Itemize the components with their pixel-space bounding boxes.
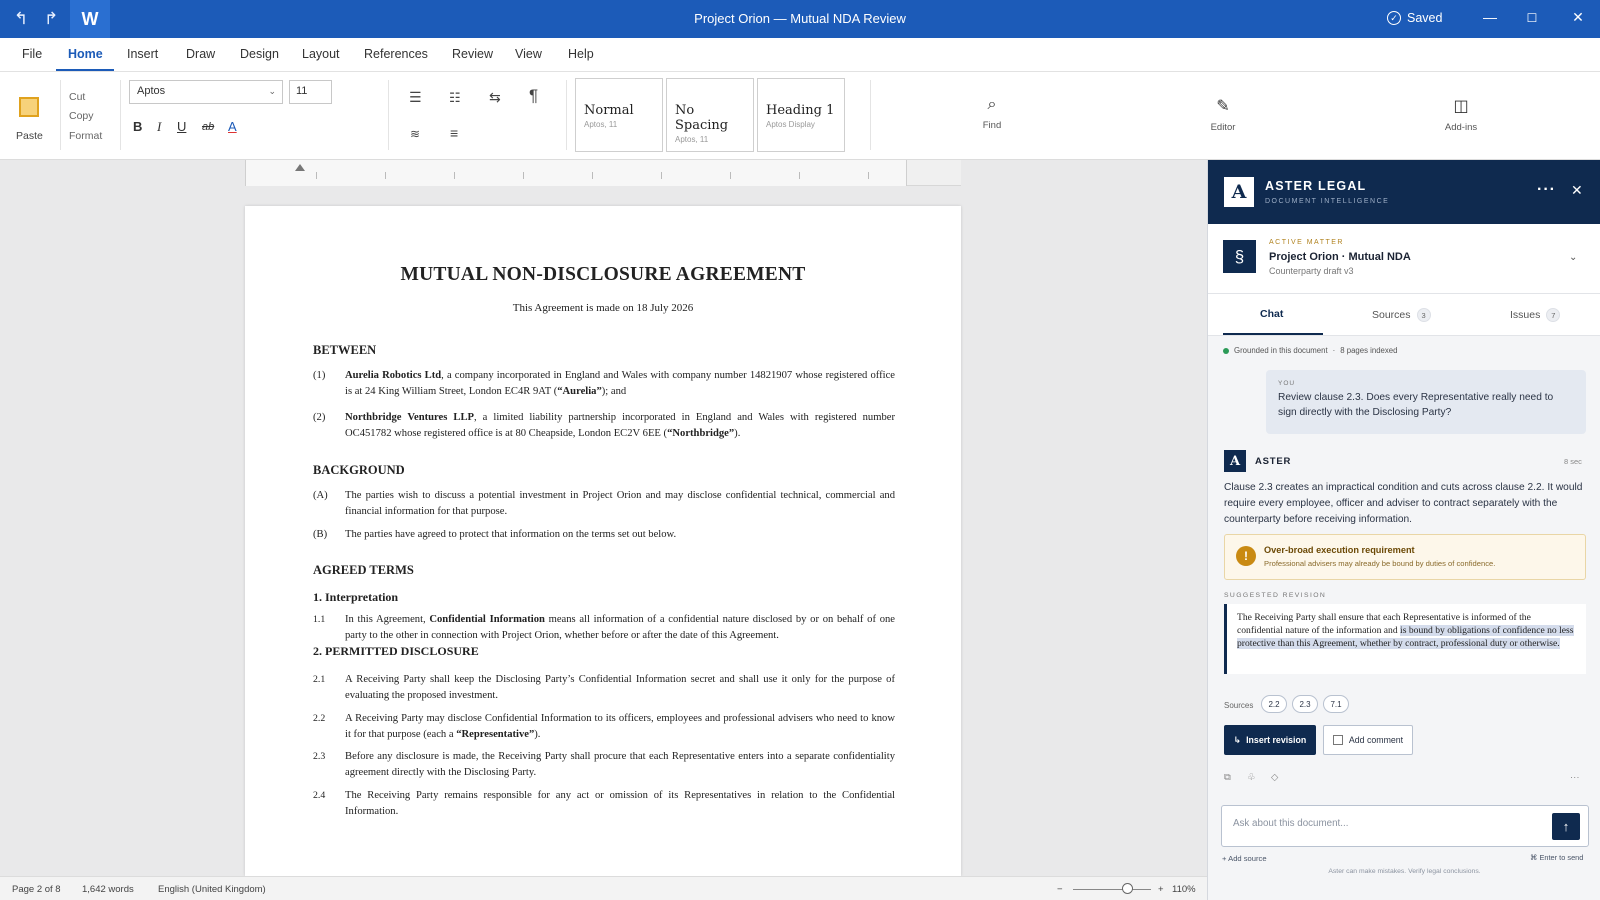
grounded-text: Grounded in this document: [1234, 346, 1328, 355]
align-icon[interactable]: ≡: [450, 125, 459, 141]
issue-card[interactable]: [1224, 534, 1586, 580]
defined-term: “Representative”: [456, 729, 535, 740]
menu-review[interactable]: Review: [452, 47, 493, 61]
ruler-tick: [799, 172, 800, 179]
clause-number: (2): [313, 412, 326, 423]
ribbon-divider: [870, 80, 871, 150]
panel-tabs: [1208, 294, 1600, 336]
ruler-margin-area: [245, 160, 907, 186]
panel-header: [1208, 160, 1600, 224]
party-text: , a limited liability partnership incorporated in England and Wales with registered number OC451782 whose registered office is at 80 Cheapside, London EC2V 6EE (: [345, 412, 895, 439]
menu-draw[interactable]: Draw: [186, 47, 216, 61]
style-name: Normal: [584, 103, 634, 118]
font-family-value: Aptos: [137, 85, 166, 97]
zoom-level[interactable]: 110%: [1172, 884, 1196, 895]
clause-pre: In this Agreement,: [345, 614, 430, 625]
enter-to-send-hint: ⌘ Enter to send: [1530, 853, 1584, 862]
clause-number: (B): [313, 529, 328, 540]
find-button[interactable]: [980, 96, 1004, 131]
clause-number: 2.4: [313, 790, 326, 801]
paragraph-marks-icon[interactable]: ¶: [529, 86, 539, 105]
menu-help[interactable]: Help: [568, 47, 594, 61]
addins-button[interactable]: [1441, 96, 1481, 133]
addins-icon: ◫: [1453, 98, 1469, 115]
issue-description: Professional advisers may already be bound by duties of confidence.: [1264, 559, 1496, 568]
font-family-select[interactable]: [129, 80, 283, 104]
bullets-icon[interactable]: ☰: [409, 89, 422, 105]
clause-text: Before any disclosure is made, the Receiving Party shall procure that each Representative enters into a separate confidentiality agreement directly with the Disclosing Party.: [345, 751, 895, 778]
language-indicator[interactable]: English (United Kingdom): [158, 884, 266, 895]
ruler-tick: [868, 172, 869, 179]
user-label: YOU: [1278, 380, 1296, 387]
ruler-tick: [385, 172, 386, 179]
add-comment-label: Add comment: [1348, 735, 1404, 745]
flag-icon[interactable]: ◇: [1271, 772, 1279, 783]
numbering-icon[interactable]: ☷: [449, 90, 461, 105]
tab-chat[interactable]: [1260, 308, 1283, 320]
brand-name: ASTER LEGAL: [1265, 179, 1367, 193]
style-sub: Aptos, 11: [675, 135, 709, 144]
party-end: ); and: [601, 386, 627, 397]
ruler-tick: [316, 172, 317, 179]
status-bar: [0, 876, 1210, 900]
comment-icon: [1333, 735, 1343, 745]
format-painter-button[interactable]: Format: [69, 130, 103, 142]
active-tab-indicator: [1223, 333, 1323, 335]
matter-subtitle: Counterparty draft v3: [1269, 266, 1354, 276]
add-comment-button[interactable]: [1323, 725, 1413, 755]
clause-number: (1): [313, 370, 326, 381]
document-title: Project Orion — Mutual NDA Review: [694, 11, 906, 26]
background-b: [313, 527, 895, 543]
saved-label: Saved: [1407, 11, 1443, 25]
suggested-revision: [1224, 604, 1586, 674]
ribbon: [0, 72, 1600, 160]
party-name: Aurelia Robotics Ltd: [345, 370, 442, 381]
tab-issues[interactable]: [1510, 308, 1560, 322]
assistant-panel: [1207, 160, 1600, 900]
menu-bar: [0, 38, 1600, 72]
section-icon: §: [1223, 240, 1256, 273]
tab-count-badge: 7: [1546, 308, 1560, 322]
between-heading: BETWEEN: [313, 343, 377, 357]
bold-button[interactable]: B: [133, 119, 143, 134]
font-color-button[interactable]: A: [228, 119, 237, 134]
composer: [1221, 805, 1589, 847]
clause-text: A Receiving Party shall keep the Disclosing Party’s Confidential Information secret and shall use it only for the purpose of evaluating the proposed investment.: [345, 674, 895, 701]
ruler-tick: [592, 172, 593, 179]
word-count[interactable]: 1,642 words: [82, 884, 134, 895]
undo-icon[interactable]: ↰: [14, 9, 29, 28]
tab-label: Sources: [1372, 309, 1411, 321]
menu-home[interactable]: Home: [68, 47, 103, 61]
indent-marker[interactable]: [295, 164, 305, 171]
find-label: Find: [982, 120, 1002, 131]
style-heading-1[interactable]: [757, 78, 845, 152]
source-chip[interactable]: 7.1: [1323, 695, 1349, 713]
assistant-message-text: Clause 2.3 creates an impractical condition and cuts across clause 2.2. It would require every employee, officer and adviser to contract separately with the counterparty before receiving information.: [1224, 482, 1583, 525]
clause-text: The parties have agreed to protect that information on the terms set out below.: [345, 529, 677, 540]
page-indicator[interactable]: Page 2 of 8: [12, 884, 61, 895]
menu-references[interactable]: References: [364, 47, 428, 61]
clause-text: The Receiving Party remains responsible for any act or omission of its Representatives in relation to the Confidential Information.: [345, 790, 895, 817]
title-bar: [0, 0, 1600, 38]
clause-2-4: [313, 788, 895, 820]
issue-title: Over-broad execution requirement: [1264, 545, 1415, 555]
ribbon-divider: [120, 80, 121, 150]
feedback-icon[interactable]: ♧: [1247, 772, 1256, 783]
party-text: , a company incorporated in England and Wales with company number 14821907 whose registered office is at 24 King William Street, London EC4R 9AT (: [345, 370, 895, 397]
party-short: “Aurelia”: [557, 386, 602, 397]
clause-2-1: [313, 672, 895, 704]
ruler[interactable]: [245, 160, 961, 186]
italic-button[interactable]: I: [157, 119, 162, 134]
more-actions-icon[interactable]: ···: [1570, 772, 1580, 783]
user-message-text: Review clause 2.3. Does every Representative really need to sign directly with the Disclosing Party?: [1278, 392, 1554, 418]
ribbon-divider: [566, 80, 567, 150]
strikethrough-button[interactable]: ab: [202, 121, 215, 133]
defined-term: Confidential Information: [429, 614, 545, 625]
response-time: 8 sec: [1564, 457, 1582, 466]
background-a: [313, 488, 895, 520]
clause-pre: A Receiving Party may disclose Confidential Information to its officers, employees and professional advisers who need to know it for that purpose (each a: [345, 713, 895, 740]
check-circle-icon: ✓: [1387, 11, 1401, 25]
menu-design[interactable]: Design: [240, 47, 279, 61]
disclaimer: Aster can make mistakes. Verify legal conclusions.: [1328, 868, 1481, 875]
clause-number: (A): [313, 490, 328, 501]
clause-number: 2.1: [313, 674, 326, 685]
zoom-out-button[interactable]: −: [1057, 884, 1063, 895]
zoom-in-button[interactable]: +: [1158, 884, 1164, 895]
clause-2-2: [313, 711, 895, 743]
zoom-slider-thumb[interactable]: [1122, 883, 1133, 894]
chevron-down-icon[interactable]: ⌄: [1569, 252, 1578, 263]
clause-post: ).: [534, 729, 541, 740]
style-name: Heading 1: [766, 103, 835, 118]
zoom-slider[interactable]: [1073, 889, 1151, 890]
paste-button[interactable]: Paste: [16, 130, 43, 142]
more-options-icon[interactable]: ···: [1537, 181, 1556, 198]
menu-view[interactable]: View: [515, 47, 542, 61]
style-sub: Aptos Display: [766, 120, 815, 129]
paste-icon[interactable]: [19, 97, 39, 117]
separator: ·: [1332, 346, 1336, 355]
party-name: Northbridge Ventures LLP: [345, 412, 474, 423]
party-end: ).: [734, 428, 741, 439]
tab-label: Chat: [1260, 308, 1284, 320]
message-actions: [1224, 772, 1586, 786]
add-source-link[interactable]: + Add source: [1222, 854, 1267, 863]
chevron-down-icon: ⌄: [268, 86, 276, 96]
copy-button[interactable]: Copy: [69, 110, 94, 122]
app-logo: W: [70, 0, 110, 38]
ruler-tick: [661, 172, 662, 179]
menu-layout[interactable]: Layout: [302, 47, 340, 61]
clause-number: 2.3: [313, 751, 326, 762]
ask-input[interactable]: [1233, 818, 1533, 829]
matter-kicker: ACTIVE MATTER: [1269, 239, 1344, 246]
addins-label: Add-ins: [1444, 122, 1478, 133]
ribbon-divider: [60, 80, 61, 150]
revision-highlight: is bound by obligations of confidence no less protective than this Agreement, whether by contract, professional duty or otherwise.: [1237, 625, 1574, 650]
agreement-title: MUTUAL NON-DISCLOSURE AGREEMENT: [400, 264, 806, 285]
clause-number: 2.2: [313, 713, 326, 724]
source-chip[interactable]: 2.2: [1261, 695, 1287, 713]
style-sub: Aptos, 11: [584, 120, 618, 129]
user-message: [1266, 370, 1586, 434]
minimize-button[interactable]: —: [1483, 9, 1497, 25]
insert-revision-label: Insert revision: [1246, 735, 1307, 745]
revision-text: The Receiving Party shall ensure that each Representative is informed of the confidential nature of the information and: [1237, 612, 1531, 637]
clause-text: The parties wish to discuss a potential investment in Project Orion and may disclose confidential technical, commercial and financial information for that purpose.: [345, 490, 895, 517]
clause-1-1: [313, 612, 895, 644]
pen-icon: ✎: [1216, 98, 1230, 115]
cut-button[interactable]: Cut: [69, 91, 86, 103]
clause-number: 1.1: [313, 614, 326, 625]
matter-title: Project Orion · Mutual NDA: [1269, 251, 1411, 263]
font-size-input[interactable]: 11: [289, 80, 332, 104]
status-dot-icon: [1223, 348, 1229, 354]
indent-icon[interactable]: ⇆: [489, 89, 501, 105]
insert-revision-button[interactable]: [1224, 725, 1316, 755]
party-2-clause: [313, 410, 895, 442]
sources-label: Sources: [1224, 701, 1254, 710]
tab-label: Issues: [1510, 309, 1541, 321]
suggested-revision-label: SUGGESTED REVISION: [1224, 592, 1327, 599]
warning-icon: !: [1236, 546, 1256, 566]
redo-icon[interactable]: ↱: [44, 9, 59, 28]
saved-status: [1387, 11, 1442, 25]
search-icon: ⌕: [987, 96, 997, 113]
clause-post: means all information of a confidential nature disclosed by or on behalf of one party to the other in connection with Project Orion, whether before or after the date of this Agreement.: [345, 614, 895, 641]
assistant-name: ASTER: [1255, 456, 1292, 467]
menu-insert[interactable]: Insert: [127, 47, 159, 61]
menu-file[interactable]: File: [22, 47, 43, 61]
send-button[interactable]: ↑: [1552, 813, 1580, 840]
active-menu-indicator: [56, 69, 114, 71]
line-spacing-icon[interactable]: ≋: [410, 127, 421, 141]
clause-2-3: [313, 749, 895, 781]
brand-subtitle: DOCUMENT INTELLIGENCE: [1265, 198, 1390, 205]
grounded-status: [1223, 346, 1397, 355]
background-heading: BACKGROUND: [313, 463, 405, 477]
source-chip[interactable]: 2.3: [1292, 695, 1318, 713]
aster-avatar: A: [1224, 450, 1246, 472]
editor-label: Editor: [1210, 122, 1236, 133]
agreed-terms-heading: AGREED TERMS: [313, 563, 414, 577]
permitted-disclosure-heading: 2. PERMITTED DISCLOSURE: [313, 644, 479, 658]
aster-logo: A: [1224, 177, 1254, 207]
pages-indexed: 8 pages indexed: [1340, 346, 1398, 355]
tab-sources[interactable]: [1372, 308, 1431, 322]
copy-icon[interactable]: ⧉: [1224, 772, 1231, 783]
editor-button[interactable]: [1208, 96, 1238, 133]
close-window-button[interactable]: ✕: [1572, 9, 1584, 25]
underline-button[interactable]: U: [177, 119, 187, 134]
interpretation-heading: 1. Interpretation: [313, 590, 399, 604]
ruler-tick: [730, 172, 731, 179]
style-normal[interactable]: [575, 78, 663, 152]
tab-count-badge: 3: [1417, 308, 1431, 322]
maximize-button[interactable]: ☐: [1526, 11, 1538, 25]
agreement-date: This Agreement is made on 18 July 2026: [512, 302, 694, 314]
close-panel-icon[interactable]: ✕: [1571, 182, 1583, 198]
ruler-tick: [454, 172, 455, 179]
style-no-spacing[interactable]: [666, 78, 754, 152]
ruler-tick: [523, 172, 524, 179]
ribbon-divider: [388, 80, 389, 150]
party-1-clause: [313, 368, 895, 400]
insert-icon: ↳: [1233, 734, 1242, 745]
party-short: “Northbridge”: [667, 428, 735, 439]
active-matter-selector[interactable]: [1208, 224, 1600, 294]
style-name: No Spacing: [675, 103, 729, 133]
document-page[interactable]: [245, 206, 961, 876]
